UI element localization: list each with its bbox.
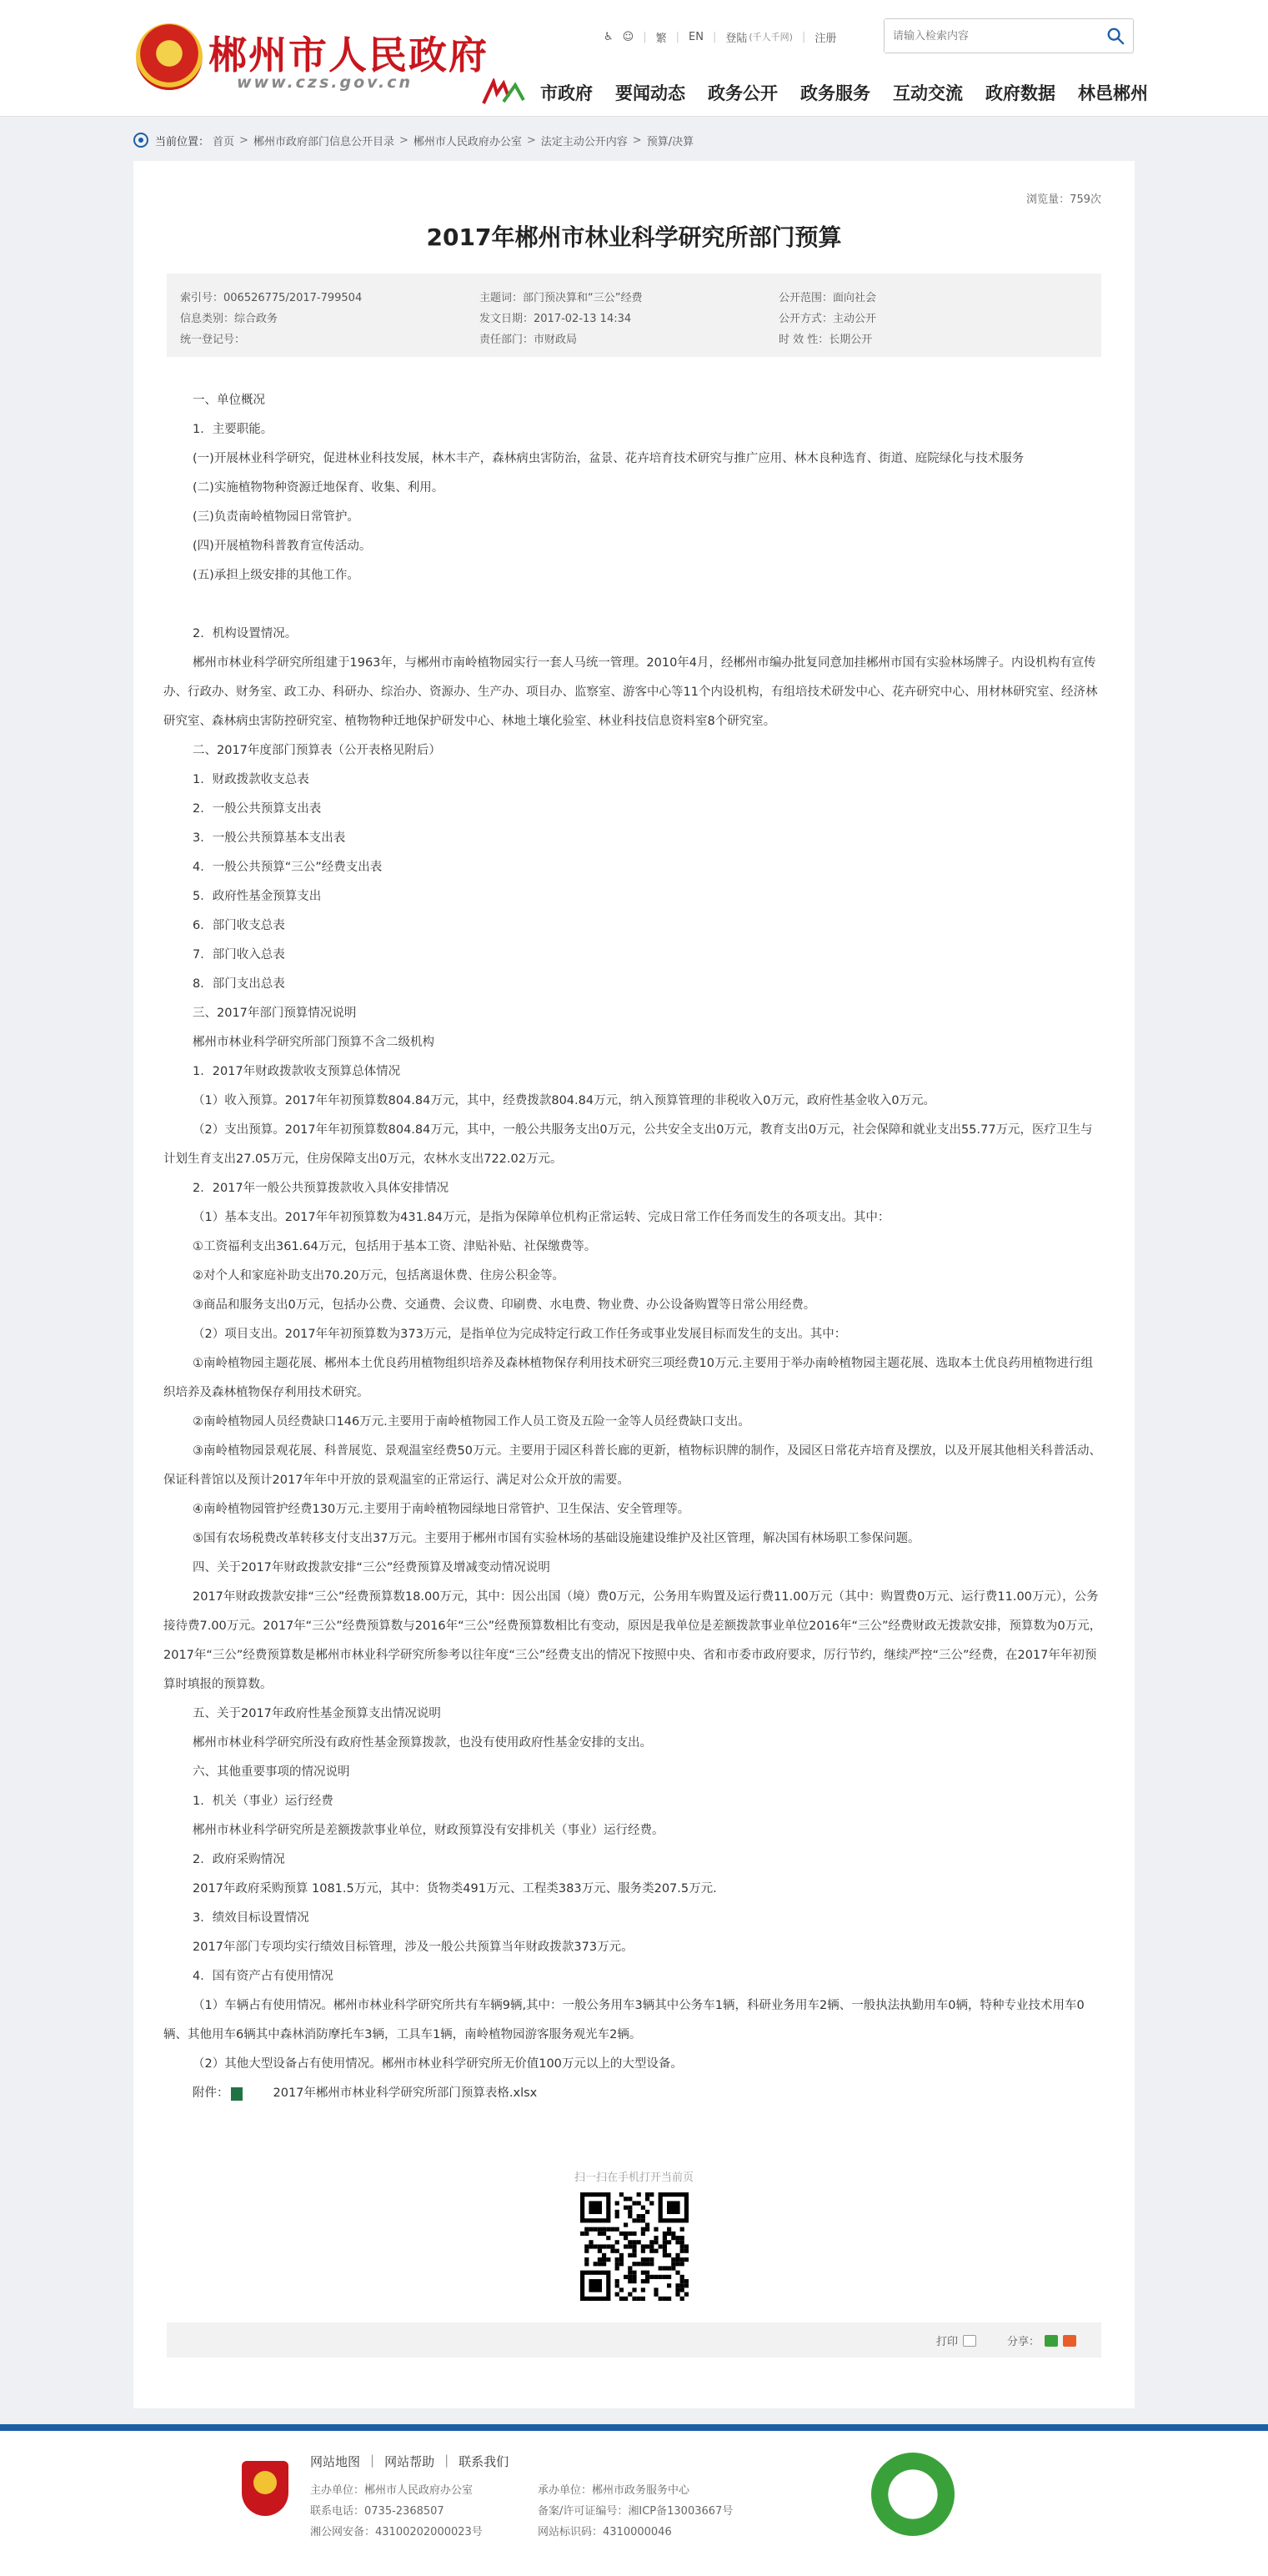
footer-phone: 联系电话：0735-2368507: [310, 2505, 444, 2518]
footer-icp[interactable]: 备案/许可证编号：湘ICP备13003667号: [538, 2505, 734, 2518]
article-paragraph: （2）项目支出。2017年年初预算数为373万元，是指单位为完成特定行政工作任务或事业发展目标而发生的支出。其中：: [193, 1328, 847, 1341]
print-button[interactable]: 打印: [936, 2332, 976, 2348]
article-paragraph: (五)承担上级安排的其他工作。: [193, 569, 359, 582]
site-title[interactable]: 郴州市人民政府: [208, 33, 489, 78]
footer-sitemap[interactable]: 网站地图: [310, 2454, 361, 2469]
accessibility-icon[interactable]: ♿: [604, 30, 614, 43]
view-count: 浏览量：759次: [1026, 193, 1101, 206]
footer-police[interactable]: 湘公网安备：43100202000023号: [310, 2526, 483, 2538]
wechat-share-icon[interactable]: [1045, 2335, 1058, 2347]
article-paragraph: 4．一般公共预算“三公”经费支出表: [193, 861, 383, 874]
civilized-city-badge-icon[interactable]: [871, 2453, 955, 2536]
article-paragraph: ①南岭植物园主题花展、郴州本土优良药用植物组织培养及森林植物保存利用技术研究三项经费10万元.主要用于举办南岭植物园主题花展、选取本土优良药用植物进行组织培养及森林植物保存利用技术研究。: [163, 1357, 1094, 1399]
printer-icon: [963, 2335, 976, 2347]
meta-department: 责任部门：市财政局: [479, 334, 578, 346]
article-paragraph: 2．机构设置情况。: [193, 627, 298, 640]
article-paragraph: 郴州市林业科学研究所是差额拨款事业单位，财政预算没有安排机关（事业）运行经费。: [193, 1824, 664, 1837]
footer-site-code: 网站标识码：4310000046: [538, 2526, 672, 2538]
search-icon[interactable]: [1106, 27, 1125, 45]
footer-organizer: 承办单位：郴州市政务服务中心: [538, 2484, 690, 2497]
article-paragraph: (四)开展植物科普教育宣传活动。: [193, 540, 372, 553]
location-icon: [133, 133, 148, 148]
footer-links: 网站地图 | 网站帮助 | 联系我们: [310, 2453, 509, 2469]
qr-code-image: [580, 2192, 689, 2301]
qr-caption: 扫一扫在手机打开当前页: [574, 2172, 694, 2184]
breadcrumb-office[interactable]: 郴州市人民政府办公室: [413, 135, 522, 148]
article-card: [133, 161, 1135, 2408]
meta-method: 公开方式：主动公开: [779, 313, 877, 325]
article-paragraph: （1）基本支出。2017年年初预算数为431.84万元，是指为保障单位机构正常运转、完成日常工作任务而发生的各项支出。其中：: [193, 1211, 890, 1224]
footer-divider: [0, 2424, 1268, 2431]
article-paragraph: 6．部门收支总表: [193, 919, 285, 932]
breadcrumb-home[interactable]: 首页: [213, 135, 235, 148]
article-paragraph: 六、其他重要事项的情况说明: [193, 1765, 350, 1779]
article-paragraph: 1．财政拨款收支总表: [193, 773, 309, 786]
article-paragraph: 4．国有资产占有使用情况: [193, 1970, 333, 1983]
article-paragraph: 一、单位概况: [193, 394, 265, 407]
nav-interaction[interactable]: 互动交流: [893, 83, 963, 103]
header-tools: ♿ ☺ | 繁 | EN | 登陆 (千人千网) | 注册: [604, 30, 837, 45]
article-paragraphs: [163, 386, 1103, 2079]
breadcrumb-directory[interactable]: 郴州市政府部门信息公开目录: [253, 135, 394, 148]
excel-file-icon: [231, 2087, 243, 2101]
article-paragraph: 3．绩效目标设置情况: [193, 1911, 309, 1925]
article-paragraph: ③商品和服务支出0万元，包括办公费、交通费、会议费、印刷费、水电费、物业费、办公设备购置等日常公用经费。: [193, 1298, 816, 1312]
article-paragraph: 二、2017年度部门预算表（公开表格见附后）: [193, 744, 441, 757]
party-gov-badge-icon[interactable]: [242, 2461, 288, 2516]
nav-gov-data[interactable]: 政府数据: [985, 83, 1055, 103]
article-paragraph: 5．政府性基金预算支出: [193, 890, 322, 903]
traditional-chinese-link[interactable]: 繁: [655, 32, 667, 45]
nav-gov-disclosure[interactable]: 政务公开: [708, 83, 778, 103]
article-paragraph: 2017年政府采购预算 1081.5万元，其中：货物类491万元、工程类383万元、服务类207.5万元.: [193, 1882, 717, 1896]
article-paragraph: (二)实施植物物种资源迁地保育、收集、利用。: [193, 481, 444, 495]
article-paragraph: 3．一般公共预算基本支出表: [193, 831, 346, 845]
article-actions: [167, 2322, 1101, 2358]
meta-reg-number: 统一登记号：: [180, 334, 246, 346]
breadcrumb-budget[interactable]: 预算/决算: [646, 135, 694, 148]
meta-date: 发文日期：2017-02-13 14:34: [479, 313, 632, 325]
main-nav: [479, 78, 1148, 107]
footer-contact[interactable]: 联系我们: [459, 2454, 509, 2469]
article-paragraph: （2）其他大型设备占有使用情况。郴州市林业科学研究所无价值100万元以上的大型设备。: [193, 2057, 683, 2071]
article-paragraph: ④南岭植物园管护经费130万元.主要用于南岭植物园绿地日常管护、卫生保洁、安全管理等。: [193, 1503, 690, 1516]
nav-city-government[interactable]: 市政府: [540, 83, 593, 103]
article-paragraph: 2．政府采购情况: [193, 1853, 285, 1866]
nav-gov-services[interactable]: 政务服务: [800, 83, 870, 103]
login-link[interactable]: 登陆: [725, 32, 748, 45]
article-paragraph: (一)开展林业科学研究，促进林业科技发展，林木丰产，森林病虫害防治，盆景、花卉培育技术研究与推广应用、林木良种选育、街道、庭院绿化与技术服务: [193, 452, 1025, 465]
attachment-link[interactable]: 2017年郴州市林业科学研究所部门预算表格.xlsx: [273, 2086, 538, 2100]
site-footer: [0, 2431, 1268, 2576]
article-paragraph: 2．2017年一般公共预算拨款收入具体安排情况: [193, 1182, 449, 1195]
article-paragraph: 1．机关（事业）运行经费: [193, 1795, 333, 1808]
site-url: www.czs.gov.cn: [237, 73, 413, 92]
breadcrumb-content[interactable]: 法定主动公开内容: [540, 135, 628, 148]
register-link[interactable]: 注册: [814, 32, 837, 45]
nav-news[interactable]: 要闻动态: [615, 83, 685, 103]
site-header: [0, 0, 1268, 117]
article-paragraph: 1．主要职能。: [193, 423, 273, 436]
meta-index: 索引号：006526775/2017-799504: [180, 292, 363, 304]
elder-mode-icon[interactable]: ☺: [622, 30, 634, 43]
nav-linyi-chenzhou[interactable]: 林邑郴州: [1078, 83, 1148, 103]
article-paragraph: 2017年部门专项均实行绩效目标管理，涉及一般公共预算当年财政拨款373万元。: [193, 1941, 634, 1954]
article-paragraph: 郴州市林业科学研究所没有政府性基金预算拨款，也没有使用政府性基金安排的支出。: [193, 1736, 652, 1750]
attachment-label: 附件：: [193, 2086, 229, 2100]
article-paragraph: 1．2017年财政拨款收支预算总体情况: [193, 1065, 401, 1078]
article-paragraph: (三)负责南岭植物园日常管护。: [193, 510, 359, 524]
english-link[interactable]: EN: [689, 30, 704, 43]
meta-scope: 公开范围：面向社会: [779, 292, 877, 304]
nav-logo-icon: [479, 78, 529, 107]
footer-host: 主办单位：郴州市人民政府办公室: [310, 2484, 474, 2497]
meta-validity: 时 效 性：长期公开: [779, 334, 873, 346]
share-area: 分享：: [1007, 2332, 1076, 2348]
article-paragraph: ②南岭植物园人员经费缺口146万元.主要用于南岭植物园工作人员工资及五险一金等人员经费缺口支出。: [193, 1415, 750, 1429]
weibo-share-icon[interactable]: [1063, 2335, 1076, 2347]
meta-category: 信息类别：综合政务: [180, 313, 278, 325]
article-paragraph: 8．部门支出总表: [193, 977, 285, 991]
article-paragraph: ②对个人和家庭补助支出70.20万元，包括离退休费、住房公积金等。: [193, 1269, 565, 1283]
article-paragraph: ③南岭植物园景观花展、科普展览、景观温室经费50万元。主要用于园区科普长廊的更新，植物标识牌的制作，及园区日常花卉培育及摆放，以及开展其他相关科普活动、保证科普馆以及预计2017年年中开放的景观温室的正常运行、满足对公众开放的需要。: [163, 1444, 1101, 1487]
article-paragraph: ①工资福利支出361.64万元，包括用于基本工资、津贴补贴、社保缴费等。: [193, 1240, 597, 1253]
search-box: [884, 18, 1134, 53]
article-paragraph: 郴州市林业科学研究所组建于1963年，与郴州市南岭植物园实行一套人马统一管理。2010年4月，经郴州市编办批复同意加挂郴州市国有实验林场牌子。内设机构有宣传办、行政办、财务室、政工办、科研办、综治办、资源办、生产办、项目办、监察室、游客中心等11个内设机构，有组培技术研发中心、花卉研究中心、用材林研究室、经济林研究室、森林病虫害防控研究室、植物物种迁地保护研发中心、林地土壤化验室、林业科技信息资料室8个研究室。: [163, 656, 1098, 728]
article-paragraph: （1）车辆占有使用情况。郴州市林业科学研究所共有车辆9辆,其中：一般公务用车3辆其中公务车1辆，科研业务用车2辆、一般执法执勤用车0辆，特种专业技术用车0辆、其他用车6辆其中森林消防摩托车3辆，工具车1辆，南岭植物园游客服务观光车2辆。: [163, 1999, 1085, 2041]
national-emblem-icon: [136, 23, 203, 90]
article-paragraph: （2）支出预算。2017年年初预算数804.84万元，其中，一般公共服务支出0万元，公共安全支出0万元，教育支出0万元，社会保障和就业支出55.77万元，医疗卫生与计划生育支出27.05万元，住房保障支出0万元，农林水支出722.02万元。: [163, 1123, 1093, 1166]
article-paragraph: [163, 590, 1103, 620]
article-paragraph: 郴州市林业科学研究所部门预算不含二级机构: [193, 1036, 434, 1049]
attachment-line: [163, 2079, 1103, 2108]
article-paragraph: 四、关于2017年财政拨款安排“三公”经费预算及增减变动情况说明: [193, 1561, 550, 1574]
article-paragraph: 2017年财政拨款安排“三公”经费预算数18.00万元，其中：因公出国（境）费0万元，公务用车购置及运行费11.00万元（其中：购置费0万元、运行费11.00万元），公务接待费7.00万元。2017年“三公”经费预算数与2016年“三公”经费预算数相比有变动，原因是我单位是差额拨款事业单位2016年“三公”经费财政无拨款安排，预算数为0万元，2017年“三公”经费预算数是郴州市林业科学研究所参考以往年度“三公”经费支出的情况下按照中央、省和市委市政府要求，厉行节约，继续严控“三公”经费，在2017年年初预算时填报的预算数。: [163, 1590, 1102, 1691]
article-body: [163, 386, 1103, 2108]
article-meta: [167, 274, 1101, 357]
qr-section: [133, 2168, 1135, 2301]
article-paragraph: 三、2017年部门预算情况说明: [193, 1007, 357, 1020]
meta-keyword: 主题词：部门预决算和“三公”经费: [479, 292, 643, 304]
breadcrumb-label: 当前位置：: [155, 135, 210, 148]
article-paragraph: 五、关于2017年政府性基金预算支出情况说明: [193, 1707, 441, 1720]
article-title: 2017年郴州市林业科学研究所部门预算: [426, 223, 842, 251]
article-paragraph: ⑤国有农场税费改革转移支付支出37万元。主要用于郴州市国有实验林场的基础设施建设维护及社区管理，解决国有林场职工参保问题。: [193, 1532, 920, 1545]
footer-help[interactable]: 网站帮助: [384, 2454, 435, 2469]
login-subtext: (千人千网): [749, 32, 793, 43]
article-paragraph: 7．部门收入总表: [193, 948, 285, 962]
article-paragraph: 2．一般公共预算支出表: [193, 802, 322, 816]
breadcrumb: 当前位置： 首页 > 郴州市政府部门信息公开目录 > 郴州市人民政府办公室 > 法定主动公开内容 > 预算/决算: [133, 132, 694, 148]
article-paragraph: （1）收入预算。2017年年初预算数804.84万元，其中，经费拨款804.84万元，纳入预算管理的非税收入0万元，政府性基金收入0万元。: [193, 1094, 936, 1107]
search-input[interactable]: [885, 19, 1085, 53]
